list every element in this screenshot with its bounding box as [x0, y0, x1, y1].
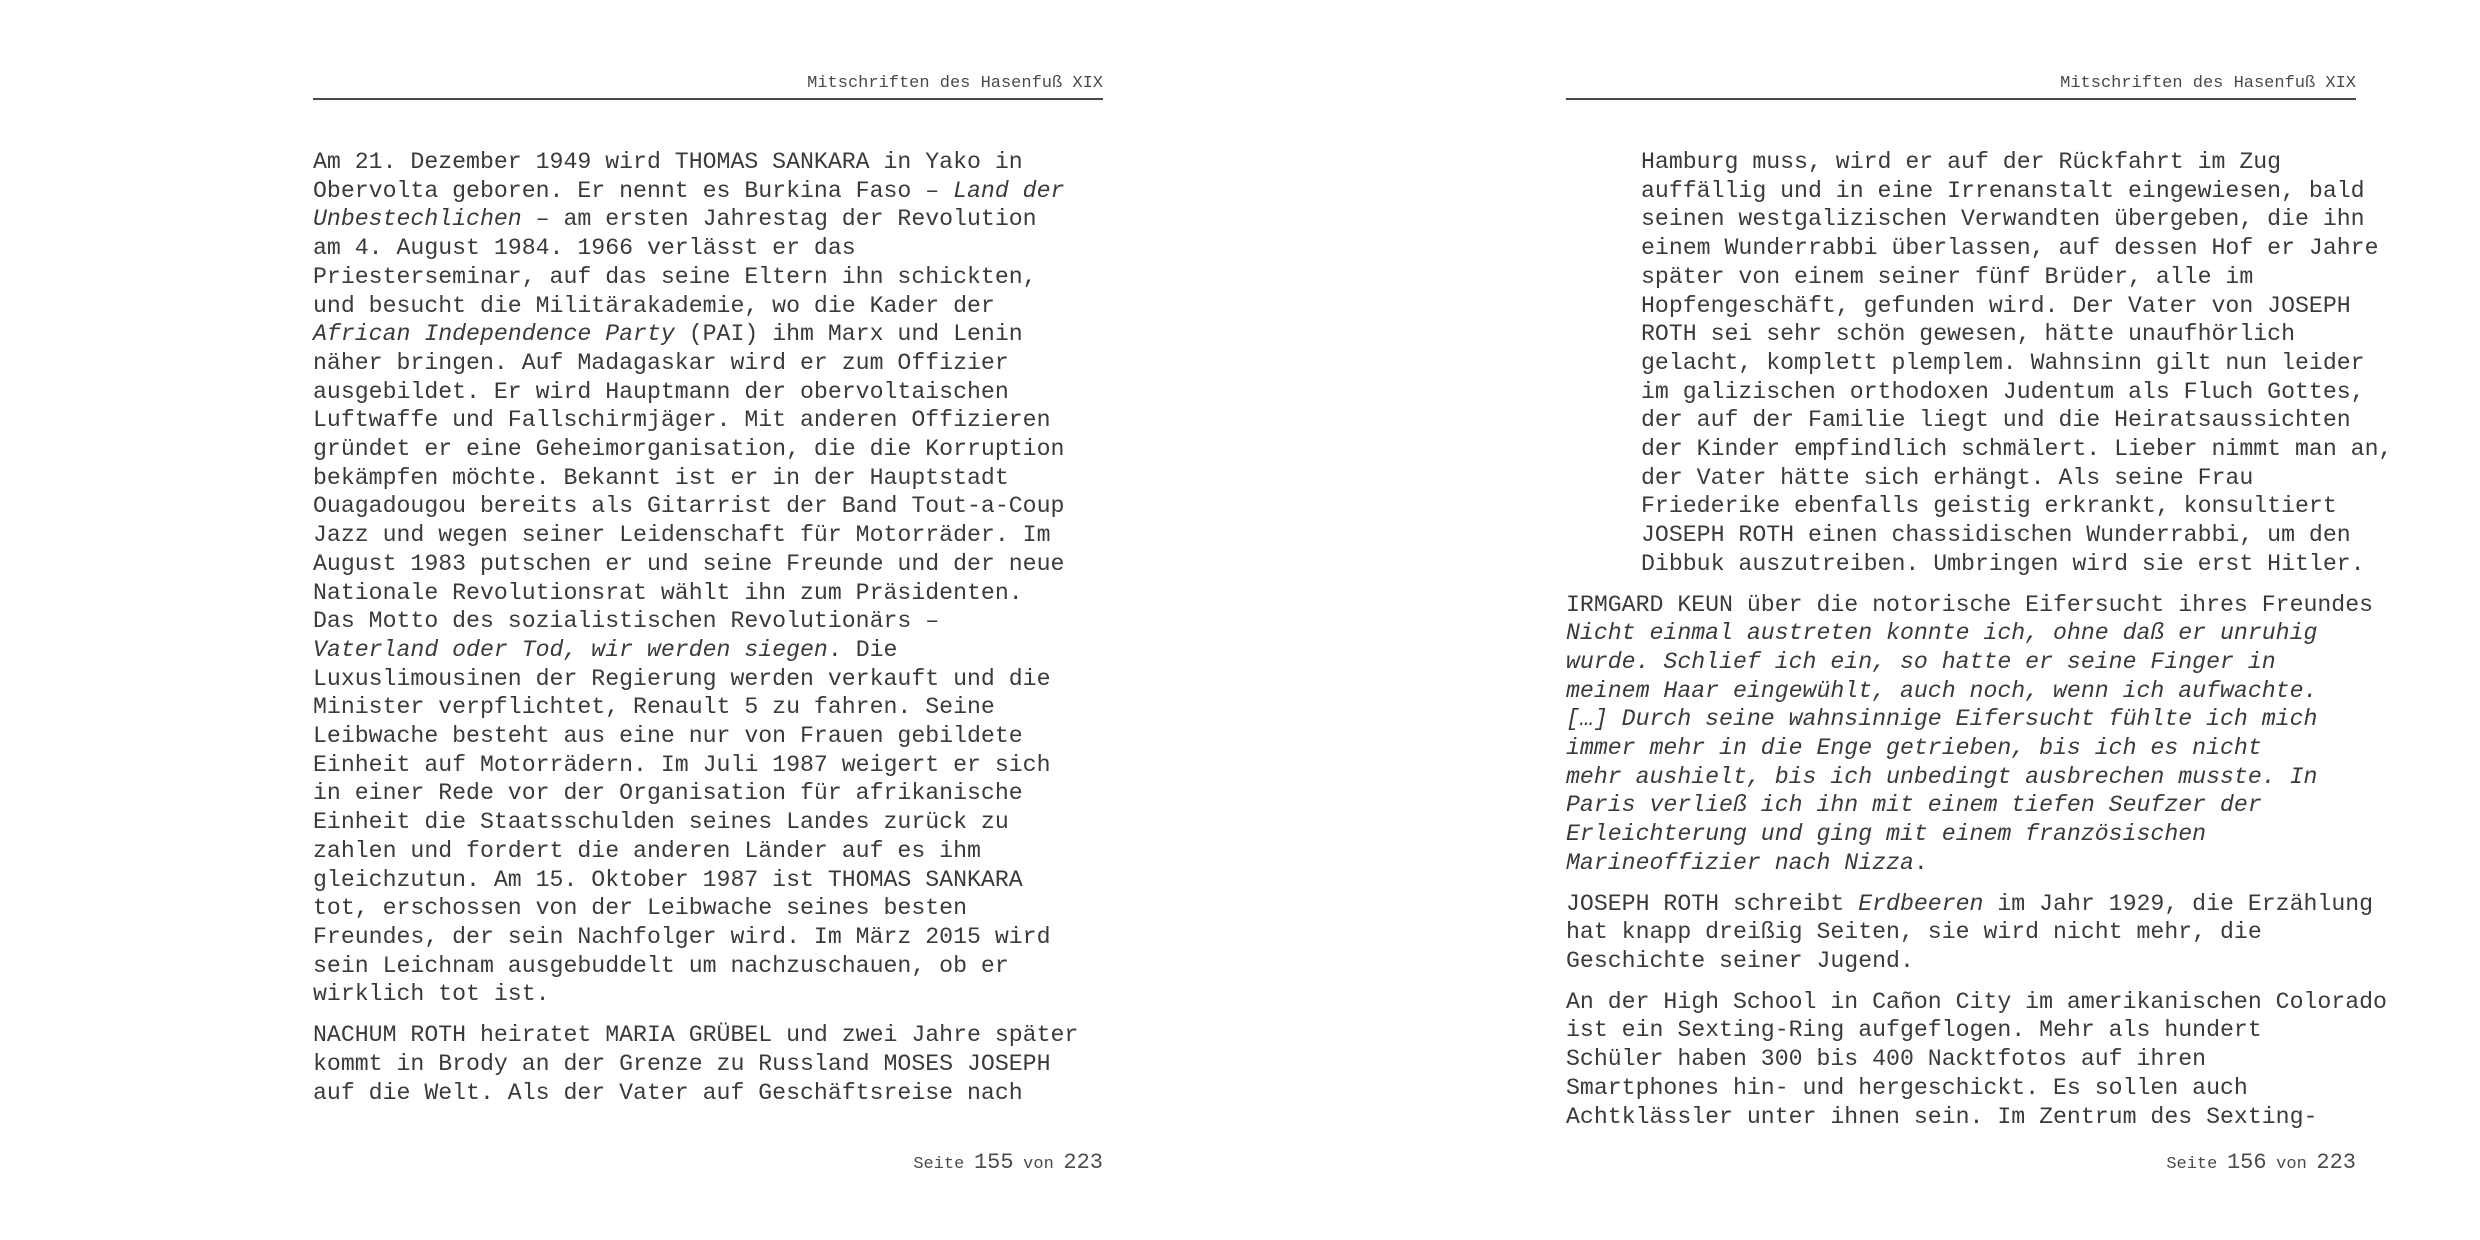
text-line [1566, 890, 2374, 919]
italic-span: African Independence Party [313, 321, 675, 348]
text-line: Einheit auf Motorrädern. Im Juli 1987 weigert er sich [313, 751, 1051, 778]
text-line: Friederike ebenfalls geistig erkrankt, konsultiert [1641, 493, 2337, 520]
text-line: näher bringen. Auf Madagaskar wird er zum Offizier [313, 349, 1009, 376]
text-line: bekämpfen möchte. Bekannt ist er in der Hauptstadt [313, 464, 1009, 491]
page-number-footer [1566, 1150, 2356, 1175]
text-line: Paris verließ ich ihn mit einem tiefen Seufzer der [1566, 792, 2262, 819]
text-line: August 1983 putschen er und seine Freunde und der neue [313, 550, 1065, 577]
text-line: gelacht, komplett plemplem. Wahnsinn gilt nun leider [1641, 349, 2365, 376]
text-line: auf die Welt. Als der Vater auf Geschäftsreise nach [313, 1079, 1023, 1106]
page-total: 223 [2316, 1150, 2356, 1175]
text-line: Jazz und wegen seiner Leidenschaft für Motorräder. Im [313, 522, 1051, 549]
text-line: Hamburg muss, wird er auf der Rückfahrt im Zug [1641, 149, 2282, 175]
text-line: ist ein Sexting-Ring aufgeflogen. Mehr als hundert [1566, 1017, 2262, 1044]
text-line: Minister verpflichtet, Renault 5 zu fahren. Seine [313, 694, 995, 721]
text-span: – am ersten Jahrestag der Revolution [521, 206, 1037, 233]
paragraph-nachum-roth [313, 1021, 1103, 1107]
text-line: und besucht die Militärakademie, wo die Kader der [313, 292, 995, 319]
text-line: immer mehr in die Enge getrieben, bis ich es nicht [1566, 735, 2262, 762]
italic-span: Vaterland oder Tod, wir werden siegen [313, 636, 828, 663]
text-line: wirklich tot ist. [313, 981, 550, 1008]
text-line: Leibwache besteht aus eine nur von Frauen gebildete [313, 723, 1023, 750]
text-line: gründet er eine Geheimorganisation, die die Korruption [313, 436, 1065, 463]
page-number: 155 [973, 1150, 1014, 1175]
text-line: auffällig und in eine Irrenanstalt eingewiesen, bald [1641, 177, 2365, 204]
text-span: . Die [827, 636, 898, 663]
text-line: Achtklässler unter ihnen sein. Im Zentrum des Sexting- [1566, 1103, 2318, 1130]
text-line: Schüler haben 300 bis 400 Nacktfotos auf ihren [1566, 1046, 2207, 1073]
text-line: später von einem seiner fünf Brüder, alle im [1641, 263, 2254, 290]
text-line: mehr aushielt, bis ich unbedingt ausbrechen musste. In [1566, 763, 2318, 790]
text-line: sein Leichnam ausgebuddelt um nachzuschauen, ob er [313, 952, 1009, 979]
text-line: Erleichterung und ging mit einem französischen [1566, 821, 2207, 848]
body-text [313, 148, 1103, 1119]
paragraph-canon-city [1566, 988, 2387, 1132]
text-line: Hopfengeschäft, gefunden wird. Der Vater von JOSEPH [1641, 292, 2351, 319]
header-rule [313, 98, 1103, 100]
page-total: 223 [1063, 1150, 1103, 1175]
text-span: . [1913, 849, 1928, 876]
text-line: in einer Rede vor der Organisation für afrikanische [313, 780, 1023, 807]
text-line: An der High School in Cañon City im amerikanischen Colorado [1566, 988, 2387, 1015]
page-155 [313, 0, 1103, 1240]
running-header: Mitschriften des Hasenfuß XIX [2060, 74, 2356, 93]
text-line: Das Motto des sozialistischen Revolutionärs – [313, 608, 940, 635]
running-header: Mitschriften des Hasenfuß XIX [807, 74, 1103, 93]
text-line: meinem Haar eingewühlt, auch noch, wenn ich aufwachte. [1566, 677, 2318, 704]
text-line: NACHUM ROTH heiratet MARIA GRÜBEL und zwei Jahre später [313, 1022, 1079, 1049]
paragraph-continuation [1566, 148, 2393, 579]
text-line [1566, 849, 2356, 878]
italic-span: Erdbeeren [1858, 890, 1984, 917]
text-line: Am 21. Dezember 1949 wird THOMAS SANKARA in Yako in [313, 149, 1023, 175]
text-line: Luftwaffe und Fallschirmjäger. Mit anderen Offizieren [313, 407, 1051, 434]
text-line: kommt in Brody an der Grenze zu Russland MOSES JOSEPH [313, 1050, 1051, 1077]
italic-span: Marineoffizier nach Nizza [1566, 849, 1914, 876]
text-line: der Vater hätte sich erhängt. Als seine Frau [1641, 464, 2254, 491]
text-line: […] Durch seine wahnsinnige Eifersucht fühlte ich mich [1566, 706, 2318, 733]
text-line: der Kinder empfindlich schmälert. Lieber nimmt man an, [1641, 436, 2393, 463]
text-line: der auf der Familie liegt und die Heiratsaussichten [1641, 407, 2351, 434]
text-line: zahlen und fordert die anderen Länder auf es ihm [313, 837, 981, 864]
text-line: Nationale Revolutionsrat wählt ihn zum Präsidenten. [313, 579, 1023, 606]
header-rule [1566, 98, 2356, 100]
text-line [313, 177, 1103, 206]
text-span: Obervolta geboren. Er nennt es Burkina Faso – [313, 177, 954, 204]
footer-seite-label: Seite [913, 1155, 965, 1174]
italic-span: Unbestechlichen [313, 206, 522, 233]
page-156 [1566, 0, 2393, 1240]
text-line [313, 205, 1103, 234]
text-line: Smartphones hin- und hergeschickt. Es sollen auch [1566, 1074, 2248, 1101]
text-line: wurde. Schlief ich ein, so hatte er seine Finger in [1566, 648, 2276, 675]
text-line [313, 636, 1103, 665]
text-line: gleichzutun. Am 15. Oktober 1987 ist THOMAS SANKARA [313, 866, 1023, 893]
text-span: JOSEPH ROTH schreibt [1566, 890, 1859, 917]
text-line [313, 320, 1103, 349]
text-span: im Jahr 1929, die Erzählung [1983, 890, 2374, 917]
text-line: Ouagadougou bereits als Gitarrist der Band Tout-a-Coup [313, 493, 1065, 520]
footer-von-label: von [2276, 1155, 2307, 1174]
text-line: seinen westgalizischen Verwandten übergeben, die ihn [1641, 206, 2365, 233]
text-line: JOSEPH ROTH einen chassidischen Wunderrabbi, um den [1641, 522, 2351, 549]
text-line: Freundes, der sein Nachfolger wird. Im März 2015 wird [313, 923, 1051, 950]
italic-span: Land der [953, 177, 1065, 204]
text-line: Geschichte seiner Jugend. [1566, 947, 1914, 974]
text-line: Luxuslimousinen der Regierung werden verkauft und die [313, 665, 1051, 692]
paragraph-sankara [313, 148, 1103, 1009]
text-line: Dibbuk auszutreiben. Umbringen wird sie erst Hitler. [1641, 550, 2365, 577]
text-line: im galizischen orthodoxen Judentum als Fluch Gottes, [1641, 378, 2365, 405]
text-span: (PAI) ihm Marx und Lenin [674, 321, 1023, 348]
text-line: am 4. August 1984. 1966 verlässt er das [313, 235, 856, 262]
text-line: ausgebildet. Er wird Hauptmann der obervoltaischen [313, 378, 1009, 405]
body-text [1566, 148, 2393, 1143]
page-number: 156 [2226, 1150, 2267, 1175]
paragraph-irmgard-keun [1566, 591, 2374, 878]
text-line: einem Wunderrabbi überlassen, auf dessen Hof er Jahre [1641, 235, 2379, 262]
text-line: Priesterseminar, auf das seine Eltern ihn schickten, [313, 263, 1037, 290]
text-line: tot, erschossen von der Leibwache seines besten [313, 895, 967, 922]
footer-seite-label: Seite [2166, 1155, 2218, 1174]
footer-von-label: von [1023, 1155, 1054, 1174]
text-line: ROTH sei sehr schön gewesen, hätte unaufhörlich [1641, 321, 2295, 348]
paragraph-erdbeeren [1566, 890, 2374, 976]
text-line: hat knapp dreißig Seiten, sie wird nicht mehr, die [1566, 919, 2262, 946]
text-line: Einheit die Staatsschulden seines Landes zurück zu [313, 809, 1009, 836]
text-line: IRMGARD KEUN über die notorische Eifersucht ihres Freundes [1566, 591, 2374, 618]
page-number-footer [313, 1150, 1103, 1175]
text-line: Nicht einmal austreten konnte ich, ohne daß er unruhig [1566, 620, 2318, 647]
